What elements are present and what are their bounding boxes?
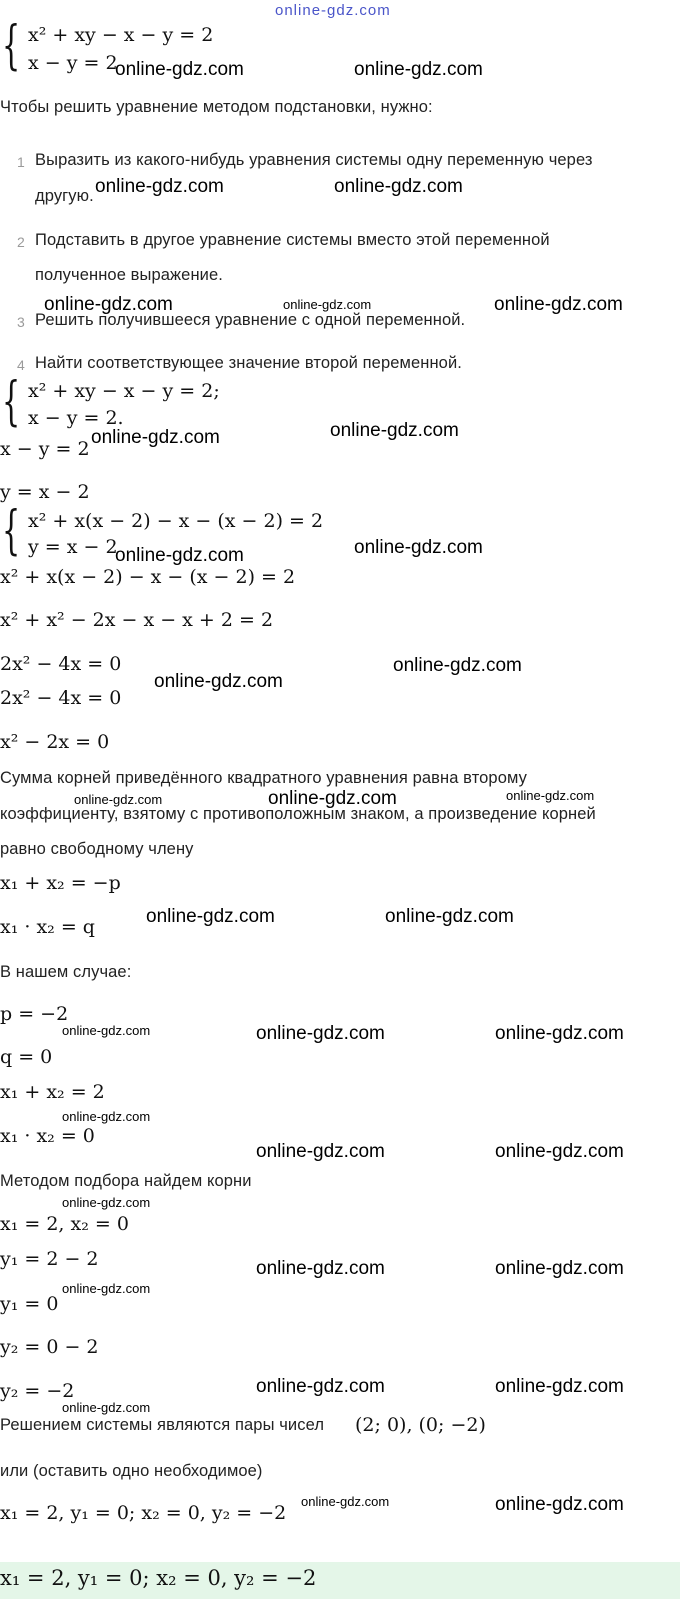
watermark: online-gdz.com <box>283 297 372 312</box>
watermark: online-gdz.com <box>256 1023 385 1044</box>
math-line: x² + x(x − 2) − x − (x − 2) = 2 <box>0 566 296 588</box>
math-line: y₁ = 2 − 2 <box>0 1248 99 1270</box>
watermark: online-gdz.com <box>393 655 522 676</box>
watermark: online-gdz.com <box>256 1258 385 1279</box>
watermark: online-gdz.com <box>495 1141 624 1162</box>
step-text-cont: полученное выражение. <box>35 266 223 284</box>
watermark: online-gdz.com <box>495 1258 624 1279</box>
watermark: online-gdz.com <box>95 176 224 197</box>
step-number: 1 <box>17 154 25 170</box>
watermark: online-gdz.com <box>385 906 514 927</box>
watermark: online-gdz.com <box>62 1195 151 1210</box>
final-answer: x₁ = 2, y₁ = 0; x₂ = 0, y₂ = −2 <box>0 1502 287 1524</box>
math-line: x₁ + x₂ = −p <box>0 872 121 894</box>
step-number: 2 <box>17 234 25 250</box>
watermark: online-gdz.com <box>154 671 283 692</box>
vieta-text: Сумма корней приведённого квадратного уравнения равна второму <box>0 769 527 787</box>
watermark: online-gdz.com <box>115 59 244 80</box>
system1-eq2: x − y = 2 <box>28 52 118 74</box>
intro-text: Чтобы решить уравнение методом подстановки, нужно: <box>0 98 433 116</box>
solution-pairs: (2; 0), (0; −2) <box>355 1414 486 1436</box>
watermark: online-gdz.com <box>115 545 244 566</box>
math-line: x − y = 2 <box>0 438 90 460</box>
system-brace: { <box>2 372 21 432</box>
math-line: y = x − 2 <box>0 481 90 503</box>
system3-eq2: y = x − 2 <box>28 536 118 558</box>
final-answer-highlighted: x₁ = 2, y₁ = 0; x₂ = 0, y₂ = −2 <box>0 1566 317 1590</box>
step-text: Решить получившееся уравнение с одной переменной. <box>35 311 466 329</box>
watermark: online-gdz.com <box>62 1281 151 1296</box>
math-line: x² + x² − 2x − x − x + 2 = 2 <box>0 609 274 631</box>
system1-eq1: x² + xy − x − y = 2 <box>28 24 214 46</box>
math-line: x₁ · x₂ = q <box>0 916 95 938</box>
watermark: online-gdz.com <box>330 420 459 441</box>
vieta-text: коэффициенту, взятому с противоположным знаком, а произведение корней <box>0 805 596 823</box>
math-line: 2x² − 4x = 0 <box>0 653 122 675</box>
system2-eq2: x − y = 2. <box>28 407 124 429</box>
vieta-text: равно свободному члену <box>0 840 194 858</box>
watermark: online-gdz.com <box>354 537 483 558</box>
solution-text: Решением системы являются пары чисел <box>0 1416 325 1434</box>
watermark: online-gdz.com <box>256 1376 385 1397</box>
math-line: x₁ · x₂ = 0 <box>0 1125 95 1147</box>
system2-eq1: x² + xy − x − y = 2; <box>28 380 220 402</box>
watermark: online-gdz.com <box>301 1494 390 1509</box>
math-line: q = 0 <box>0 1046 53 1068</box>
or-text: или (оставить одно необходимое) <box>0 1462 263 1480</box>
math-line: y₂ = 0 − 2 <box>0 1336 99 1358</box>
math-line: 2x² − 4x = 0 <box>0 687 122 709</box>
math-line: p = −2 <box>0 1003 69 1025</box>
watermark: online-gdz.com <box>44 294 173 315</box>
system-brace: { <box>2 501 21 561</box>
watermark: online-gdz.com <box>334 176 463 197</box>
watermark: online-gdz.com <box>495 1376 624 1397</box>
math-line: y₂ = −2 <box>0 1380 75 1402</box>
watermark: online-gdz.com <box>495 1023 624 1044</box>
case-text: В нашем случае: <box>0 963 132 981</box>
math-line: x₁ = 2, x₂ = 0 <box>0 1213 129 1235</box>
step-number: 3 <box>17 314 25 330</box>
watermark: online-gdz.com <box>506 788 595 803</box>
watermark: online-gdz.com <box>74 792 163 807</box>
math-line: y₁ = 0 <box>0 1293 59 1315</box>
watermark: online-gdz.com <box>146 906 275 927</box>
math-line: x² − 2x = 0 <box>0 731 110 753</box>
watermark: online-gdz.com <box>62 1109 151 1124</box>
watermark-top: online-gdz.com <box>275 2 391 19</box>
watermark: online-gdz.com <box>494 294 623 315</box>
watermark: online-gdz.com <box>495 1494 624 1515</box>
math-line: x₁ + x₂ = 2 <box>0 1081 105 1103</box>
watermark: online-gdz.com <box>268 788 397 809</box>
step-text: Выразить из какого-нибудь уравнения системы одну переменную через <box>35 151 593 169</box>
step-text-cont: другую. <box>35 187 94 205</box>
step-text: Подставить в другое уравнение системы вместо этой переменной <box>35 231 550 249</box>
step-number: 4 <box>17 357 25 373</box>
watermark: online-gdz.com <box>354 59 483 80</box>
watermark: online-gdz.com <box>256 1141 385 1162</box>
watermark: online-gdz.com <box>91 427 220 448</box>
fit-text: Методом подбора найдем корни <box>0 1172 252 1190</box>
watermark: online-gdz.com <box>62 1400 151 1415</box>
system-brace: { <box>2 16 21 76</box>
watermark: online-gdz.com <box>62 1023 151 1038</box>
step-text: Найти соответствующее значение второй переменной. <box>35 354 462 372</box>
system3-eq1: x² + x(x − 2) − x − (x − 2) = 2 <box>28 510 324 532</box>
